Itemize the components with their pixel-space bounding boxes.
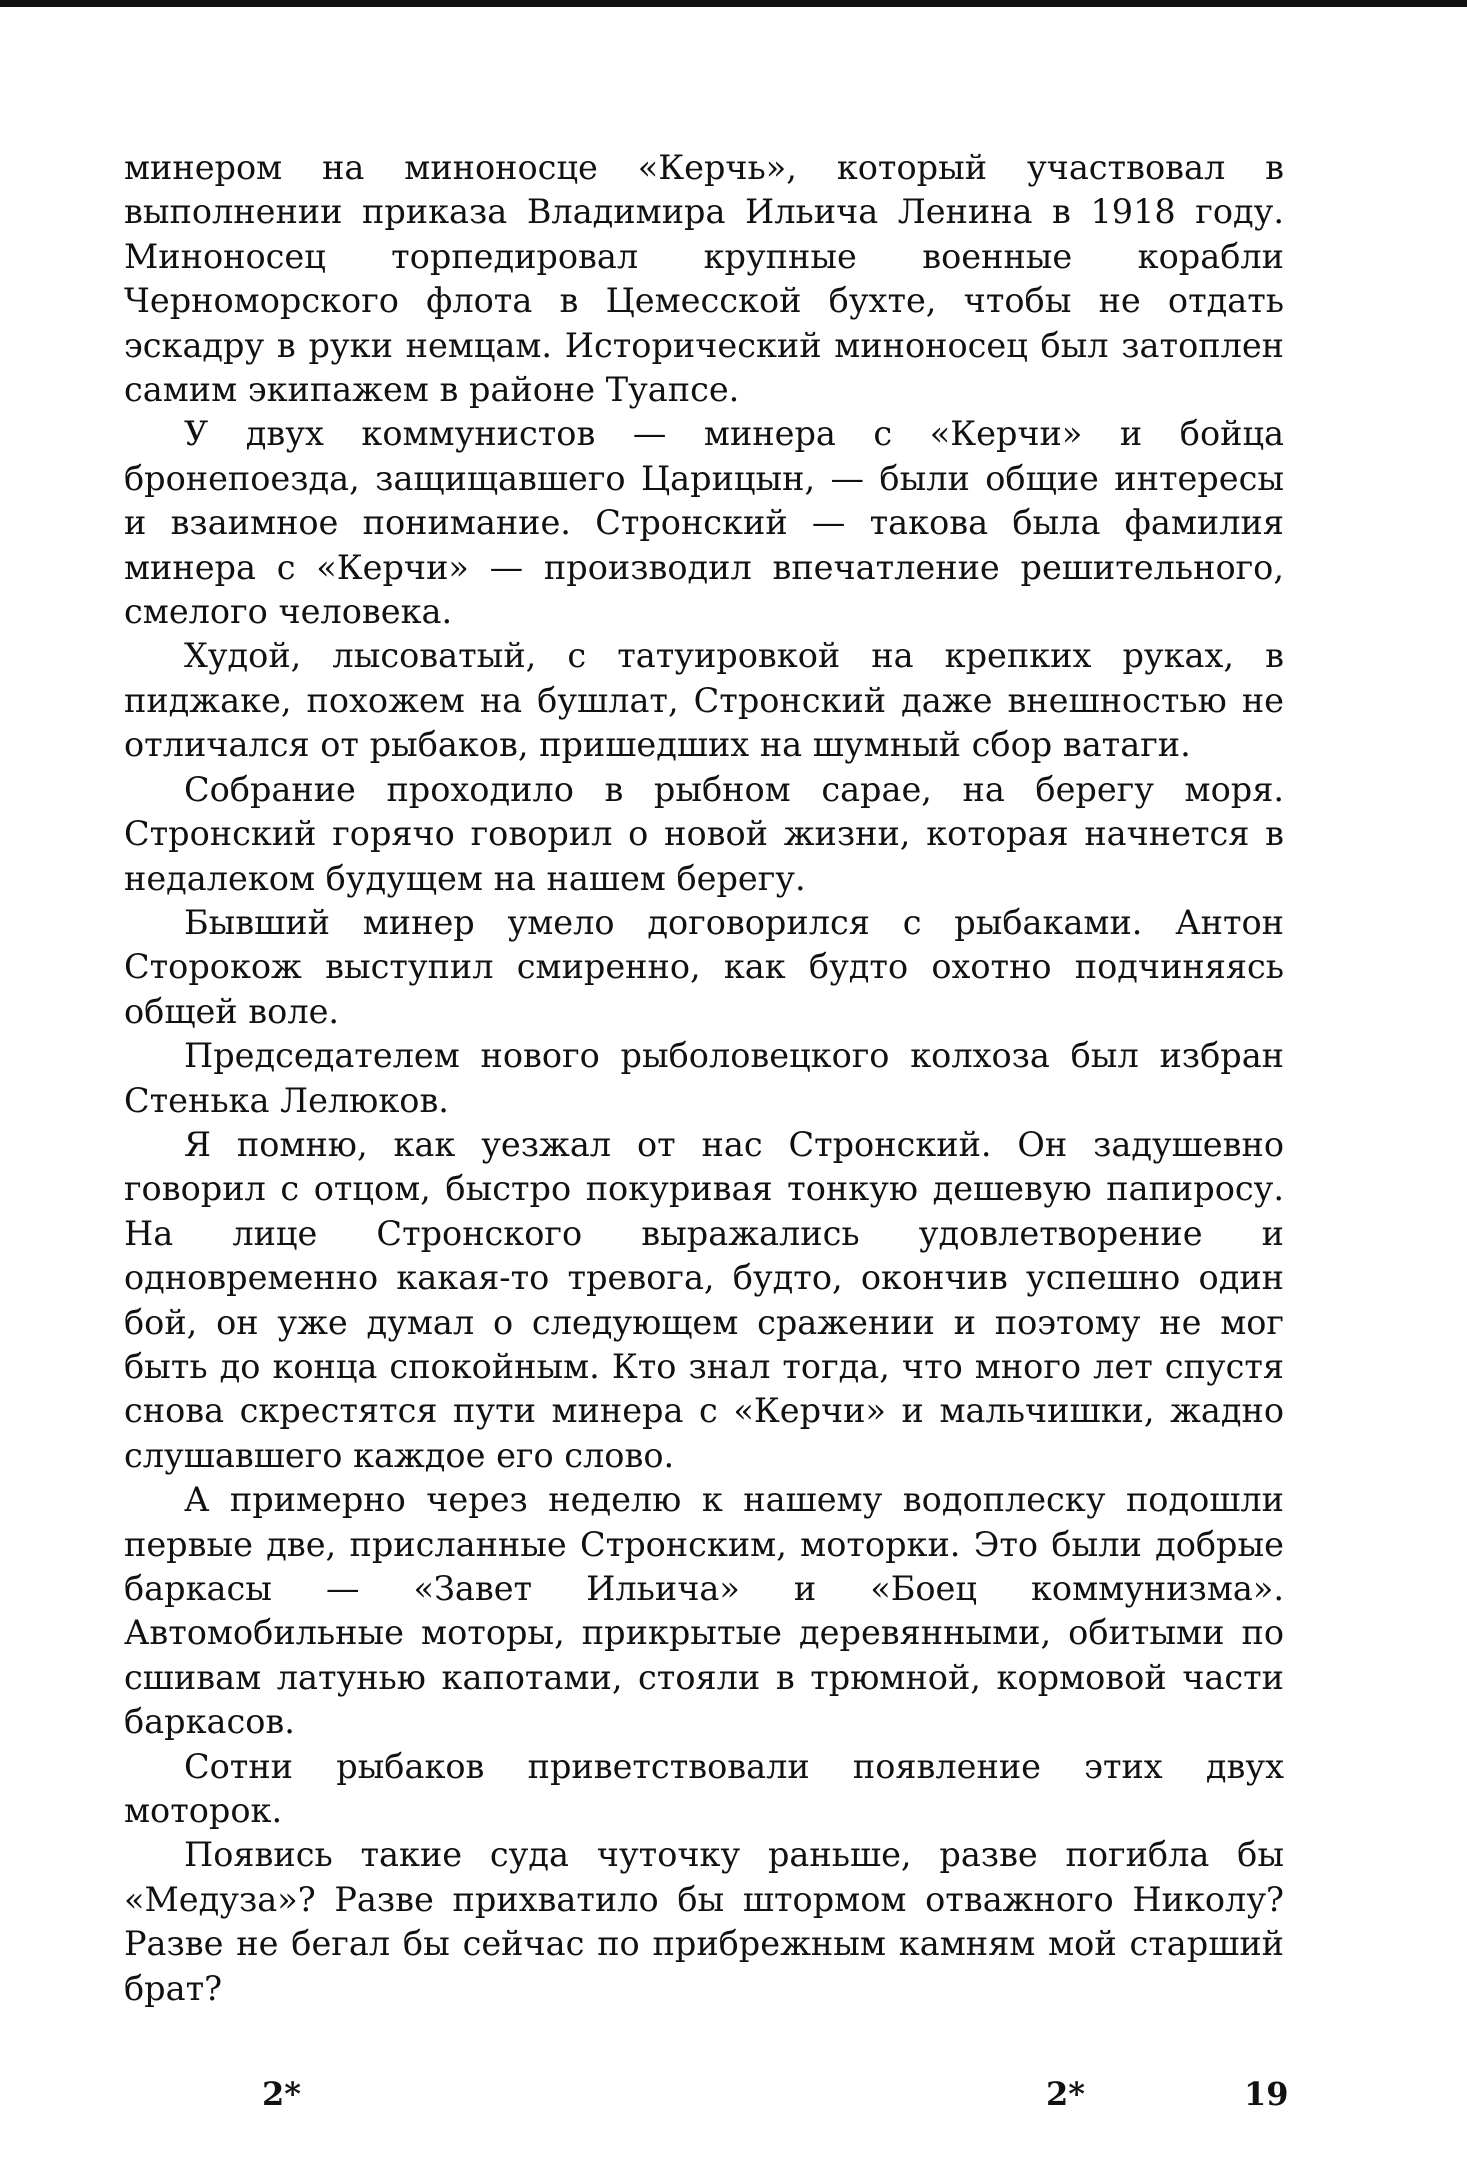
page-number: 19 [1244, 2075, 1289, 2113]
paragraph: минером на миноносце «Керчь», который участвовал в выполнении приказа Владимира Ильича Ленина в 1918 году. Миноносец торпедировал крупные военные корабли Черноморского флота в Цемесской бухте, чтобы не отдать эскадру в руки немцам. Исторический миноносец был затоплен самим экипажем в районе Туапсе. [124, 148, 1284, 410]
paragraph: Председателем нового рыболовецкого колхоза был избран Стенька Лелюков. [124, 1036, 1284, 1120]
page-body [124, 146, 1284, 2011]
paragraph: Худой, лысоватый, с татуировкой на крепких руках, в пиджаке, похожем на бушлат, Стронский даже внешностью не отличался от рыбаков, пришедших на шумный сбор ватаги. [124, 636, 1284, 765]
signature-mark-right: 2* [1046, 2075, 1085, 2113]
paragraph: Я помню, как уезжал от нас Стронский. Он задушевно говорил с отцом, быстро покуривая тонкую дешевую папиросу. На лице Стронского выражались удовлетворение и одновременно какая-то тревога, будто, окончив успешно один бой, он уже думал о следующем сражении и поэтому не мог быть до конца спокойным. Кто знал тогда, что много лет спустя снова скрестятся пути минера с «Керчи» и мальчишки, жадно слушавшего каждое его слово. [124, 1124, 1284, 1475]
paragraph: Сотни рыбаков приветствовали появление этих двух моторок. [124, 1746, 1284, 1831]
top-border [0, 0, 1467, 7]
paragraph: Бывший минер умело договорился с рыбаками. Антон Сторокож выступил смиренно, как будто охотно подчиняясь общей воле. [124, 902, 1284, 1031]
paragraph: Появись такие суда чуточку раньше, разве погибла бы «Медуза»? Разве прихватило бы штормом отважного Николу? Разве не бегал бы сейчас по прибрежным камням мой старший брат? [124, 1835, 1284, 2008]
signature-mark-left: 2* [262, 2075, 301, 2113]
paragraph: Собрание проходило в рыбном сарае, на берегу моря. Стронский горячо говорил о новой жизни, которая начнется в недалеком будущем на нашем берегу. [124, 769, 1284, 898]
paragraph: А примерно через неделю к нашему водоплеску подошли первые две, присланные Стронским, моторки. Это были добрые баркасы — «Завет Ильича» и «Боец коммунизма». Автомобильные моторы, прикрытые деревянными, обитыми по сшивам латунью капотами, стояли в трюмной, кормовой части баркасов. [124, 1480, 1284, 1742]
paragraph: У двух коммунистов — минера с «Керчи» и бойца бронепоезда, защищавшего Царицын, — были общие интересы и взаимное понимание. Стронский — такова была фамилия минера с «Керчи» — производил впечатление решительного, смелого человека. [124, 414, 1284, 632]
